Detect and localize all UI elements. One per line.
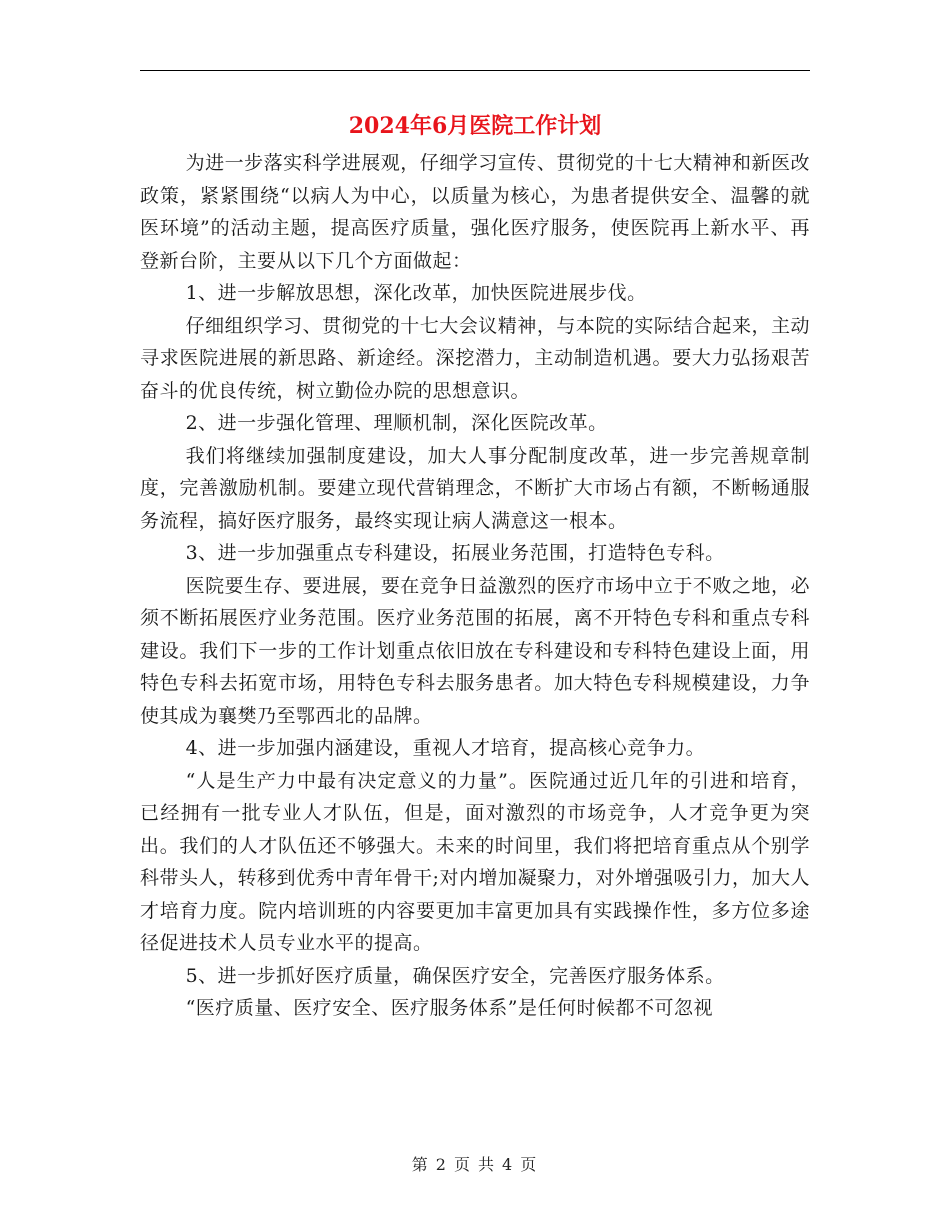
paragraph-section-2: 我们将继续加强制度建设，加大人事分配制度改革，进一步完善规章制度，完善激励机制。要建立现代营销理念，不断扩大市场占有额，不断畅通服务流程，搞好医疗服务，最终实现让病人满意这一根本。 (140, 444, 810, 532)
document-body (140, 147, 810, 1025)
paragraph-section-4: “人是生产力中最有决定意义的力量”。医院通过近几年的引进和培育，已经拥有一批专业人才队伍，但是，面对激烈的市场竞争，人才竞争更为突出。我们的人才队伍还不够强大。未来的时间里，我们将把培育重点从个别学科带头人，转移到优秀中青年骨干;对内增加凝聚力，对外增强吸引力，加大人才培育力度。院内培训班的内容要更加丰富更加具有实践操作性，多方位多途径促进技术人员专业水平的提高。 (140, 769, 810, 954)
paragraph-section-1: 仔细组织学习、贯彻党的十七大会议精神，与本院的实际结合起来，主动寻求医院进展的新思路、新途经。深挖潜力，主动制造机遇。要大力弘扬艰苦奋斗的优良传统，树立勤俭办院的思想意识。 (140, 314, 810, 402)
page-footer (0, 1152, 950, 1175)
section-heading-3: 3、进一步加强重点专科建设，拓展业务范围，打造特色专科。 (185, 542, 725, 564)
footer-page-unit: 页 (453, 1155, 472, 1174)
section-heading-2: 2、进一步强化管理、理顺机制，深化医院改革。 (185, 412, 608, 434)
paragraph-section-3: 医院要生存、要进展，要在竞争日益激烈的医疗市场中立于不败之地，必须不断拓展医疗业务范围。医疗业务范围的拓展，离不开特色专科和重点专科建设。我们下一步的工作计划重点依旧放在专科建设和专科特色建设上面，用特色专科去拓宽市场，用特色专科去服务患者。加大特色专科规模建设，力争使其成为襄樊乃至鄂西北的品牌。 (140, 574, 810, 727)
footer-total-prefix: 共 (478, 1155, 497, 1174)
page-number: 2 (435, 1155, 448, 1174)
header-rule (140, 70, 810, 71)
section-heading-1: 1、进一步解放思想，深化改革，加快医院进展步伐。 (185, 282, 647, 304)
footer-total-unit: 页 (520, 1155, 539, 1174)
section-heading-5: 5、进一步抓好医疗质量，确保医疗安全，完善医疗服务体系。 (185, 964, 725, 987)
paragraph-section-5: “医疗质量、医疗安全、医疗服务体系”是任何时候都不可忽视 (185, 997, 714, 1019)
paragraph-intro: 为进一步落实科学进展观，仔细学习宣传、贯彻党的十七大精神和新医改政策，紧紧围绕“以病人为中心，以质量为核心，为患者提供安全、温馨的就医环境”的活动主题，提高医疗质量，强化医疗服务，使医院再上新水平、再登新台阶，主要从以下几个方面做起： (140, 152, 810, 272)
footer-prefix: 第 (411, 1155, 430, 1174)
total-pages: 4 (502, 1155, 515, 1174)
section-heading-4: 4、进一步加强内涵建设，重视人才培育，提高核心竞争力。 (185, 737, 706, 759)
document-title: 2024年6月医院工作计划 (348, 113, 602, 139)
